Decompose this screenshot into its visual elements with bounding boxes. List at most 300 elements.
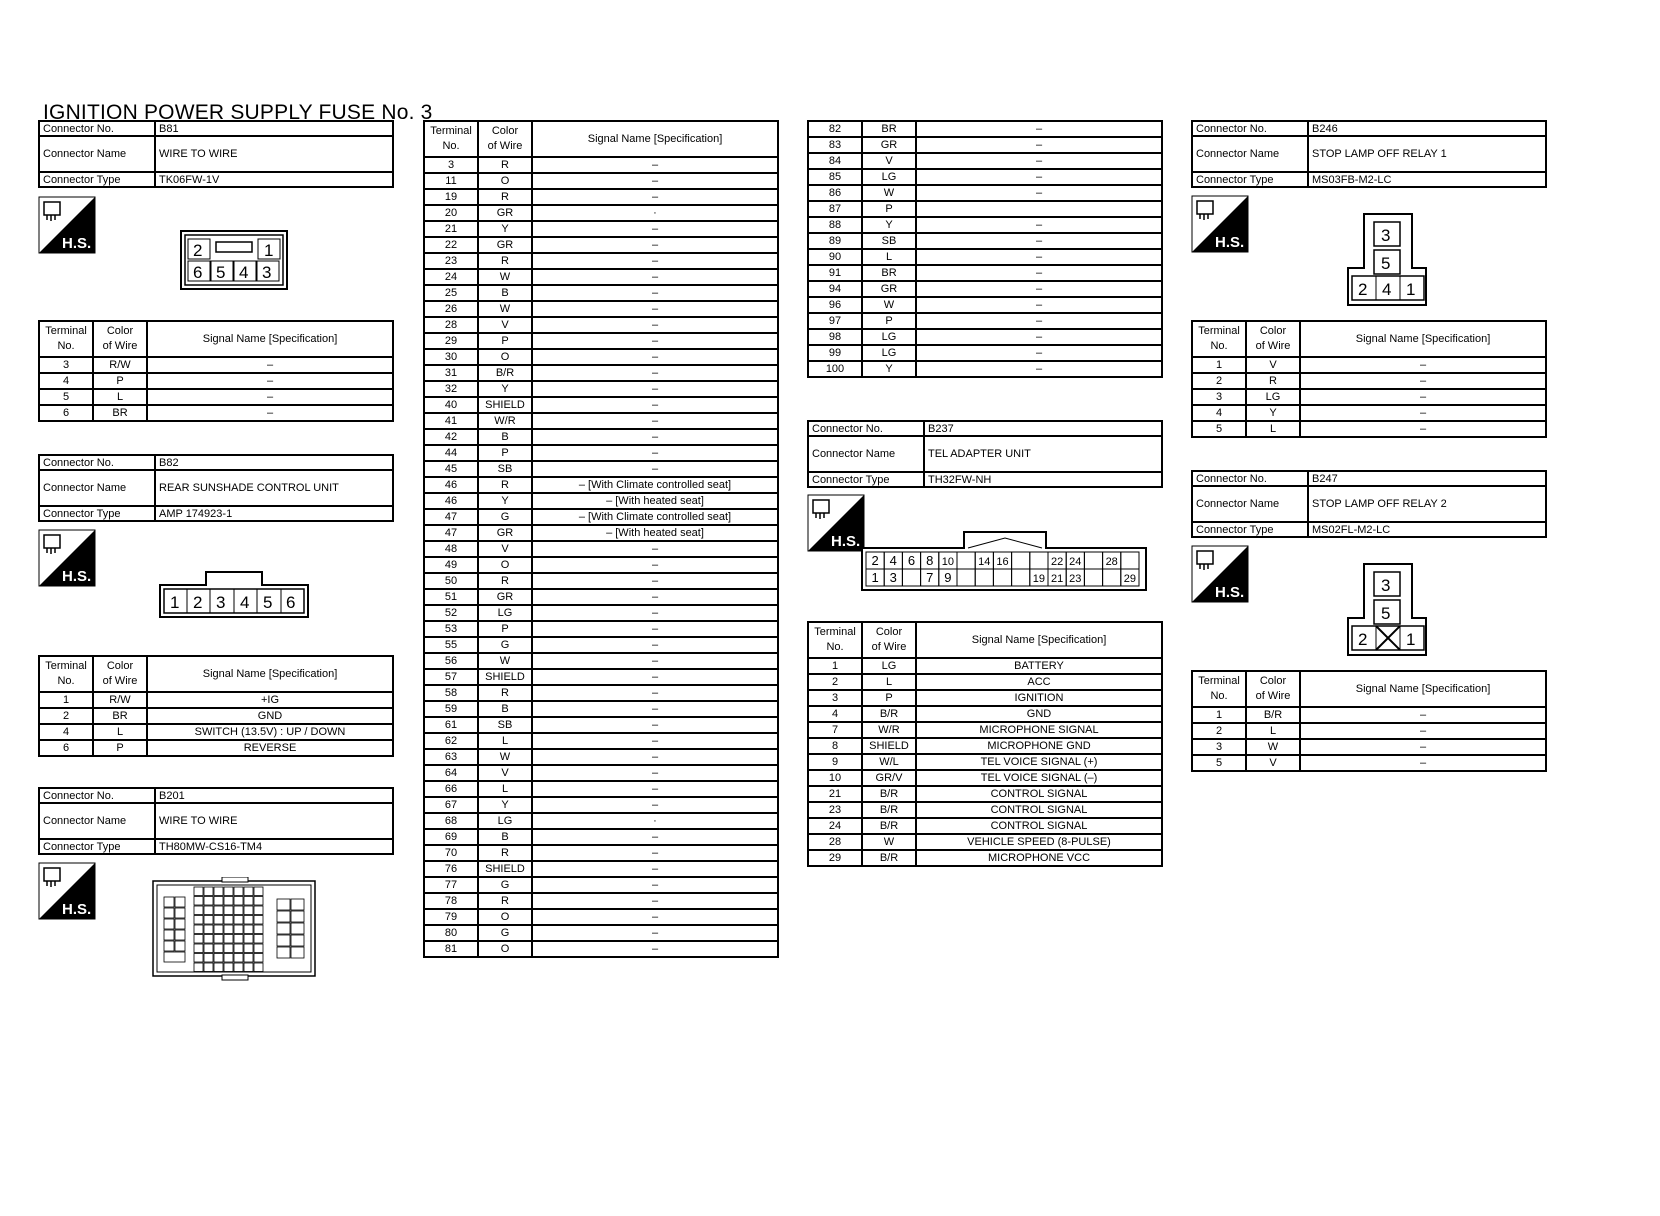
connector-type-value: AMP 174923-1 bbox=[155, 506, 393, 521]
table-row bbox=[424, 605, 778, 621]
wire-color: L bbox=[93, 389, 147, 405]
signal-name: – bbox=[532, 845, 778, 861]
table-header bbox=[808, 622, 1162, 658]
terminal-table-b246 bbox=[1191, 320, 1547, 438]
terminal-no: 48 bbox=[424, 541, 478, 557]
table-row bbox=[808, 770, 1162, 786]
terminal-no: 46 bbox=[424, 493, 478, 509]
table-row bbox=[424, 237, 778, 253]
terminal-no: 99 bbox=[808, 345, 862, 361]
table-row bbox=[1192, 373, 1546, 389]
table-row bbox=[808, 265, 1162, 281]
header-text: No. bbox=[1210, 690, 1228, 702]
signal-name: – bbox=[532, 573, 778, 589]
table-row bbox=[808, 738, 1162, 754]
harness-side-icon bbox=[807, 494, 865, 552]
wire-color: R bbox=[478, 477, 532, 493]
connector-no-label: Connector No. bbox=[39, 455, 155, 470]
connector-info-b82 bbox=[38, 454, 394, 522]
table-row bbox=[1192, 707, 1546, 723]
terminal-no: 53 bbox=[424, 621, 478, 637]
table-row bbox=[1192, 739, 1546, 755]
pin-label: 1 bbox=[170, 593, 180, 612]
terminal-no: 77 bbox=[424, 877, 478, 893]
pin-label: 7 bbox=[926, 570, 934, 585]
terminal-no: 96 bbox=[808, 297, 862, 313]
pin-label: 16 bbox=[996, 556, 1009, 568]
connector-no-label: Connector No. bbox=[39, 121, 155, 136]
terminal-no: 68 bbox=[424, 813, 478, 829]
table-row bbox=[424, 269, 778, 285]
signal-name: – bbox=[916, 281, 1162, 297]
connector-name-value: WIRE TO WIRE bbox=[155, 803, 393, 839]
connector-type-label: Connector Type bbox=[39, 172, 155, 187]
terminal-table-b81 bbox=[38, 320, 394, 422]
wire-color: O bbox=[478, 557, 532, 573]
hs-label: H.S. bbox=[62, 568, 92, 585]
terminal-no: 52 bbox=[424, 605, 478, 621]
terminal-no-header bbox=[39, 321, 93, 357]
pin-label: 4 bbox=[239, 263, 249, 282]
harness-side-icon bbox=[38, 529, 96, 587]
header-text: of Wire bbox=[1255, 340, 1291, 352]
table-row bbox=[424, 509, 778, 525]
table-row bbox=[424, 349, 778, 365]
wire-color: GR bbox=[478, 237, 532, 253]
wire-color: W/L bbox=[862, 754, 916, 770]
wire-color: BR bbox=[862, 121, 916, 137]
header-text: No. bbox=[57, 340, 75, 352]
connector-name-label: Connector Name bbox=[39, 136, 155, 172]
terminal-no: 3 bbox=[1192, 389, 1246, 405]
signal-name: – [With Climate controlled seat] bbox=[532, 477, 778, 493]
wire-color: P bbox=[862, 690, 916, 706]
table-row bbox=[424, 701, 778, 717]
pin-label: 19 bbox=[1032, 573, 1046, 585]
terminal-no: 32 bbox=[424, 381, 478, 397]
terminal-no: 66 bbox=[424, 781, 478, 797]
terminal-no: 50 bbox=[424, 573, 478, 589]
terminal-no: 9 bbox=[808, 754, 862, 770]
connector-type-label: Connector Type bbox=[39, 839, 155, 854]
table-row bbox=[424, 621, 778, 637]
signal-name: – bbox=[532, 893, 778, 909]
header-text: of Wire bbox=[102, 340, 138, 352]
terminal-no: 98 bbox=[808, 329, 862, 345]
table-row bbox=[1192, 723, 1546, 739]
signal-name: – [With Climate controlled seat] bbox=[532, 509, 778, 525]
terminal-no-header bbox=[1192, 321, 1246, 357]
signal-name-header: Signal Name [Specification] bbox=[532, 121, 778, 157]
signal-name: – bbox=[532, 445, 778, 461]
terminal-no: 3 bbox=[39, 357, 93, 373]
table-row bbox=[808, 297, 1162, 313]
header-text: Color bbox=[1259, 675, 1287, 687]
connector-type-value: MS02FL-M2-LC bbox=[1308, 522, 1546, 537]
table-header bbox=[39, 656, 393, 692]
wire-color: B bbox=[478, 701, 532, 717]
signal-name: – bbox=[532, 429, 778, 445]
table-row bbox=[424, 669, 778, 685]
connector-name-value: WIRE TO WIRE bbox=[155, 136, 393, 172]
header-text: No. bbox=[442, 140, 460, 152]
table-row bbox=[808, 674, 1162, 690]
signal-name: MICROPHONE GND bbox=[916, 738, 1162, 754]
pin-label: 2 bbox=[193, 593, 203, 612]
signal-name: – bbox=[147, 373, 393, 389]
connector-no-value: B81 bbox=[155, 121, 393, 136]
table-row bbox=[39, 373, 393, 389]
connector-name-label: Connector Name bbox=[39, 803, 155, 839]
connector-face-b237 bbox=[860, 530, 1148, 597]
table-row bbox=[424, 397, 778, 413]
terminal-no: 30 bbox=[424, 349, 478, 365]
terminal-no: 31 bbox=[424, 365, 478, 381]
pin-label: 3 bbox=[1381, 226, 1391, 245]
terminal-no: 28 bbox=[424, 317, 478, 333]
signal-name: – bbox=[532, 829, 778, 845]
signal-name: – bbox=[532, 637, 778, 653]
connector-type-value: TH32FW-NH bbox=[924, 472, 1162, 487]
connector-info-b246 bbox=[1191, 120, 1547, 188]
wire-color: Y bbox=[478, 381, 532, 397]
connector-no-label: Connector No. bbox=[39, 788, 155, 803]
table-row bbox=[424, 333, 778, 349]
terminal-no: 24 bbox=[424, 269, 478, 285]
signal-name-header: Signal Name [Specification] bbox=[1300, 321, 1546, 357]
pin-label: 28 bbox=[1105, 556, 1118, 568]
signal-name: – bbox=[532, 621, 778, 637]
signal-name: – bbox=[1300, 723, 1546, 739]
terminal-no: 57 bbox=[424, 669, 478, 685]
table-row bbox=[424, 413, 778, 429]
wire-color: L bbox=[862, 674, 916, 690]
terminal-no: 3 bbox=[1192, 739, 1246, 755]
terminal-no: 10 bbox=[808, 770, 862, 786]
table-row bbox=[808, 313, 1162, 329]
pin-label: 1 bbox=[264, 241, 274, 260]
table-row bbox=[424, 301, 778, 317]
table-row bbox=[424, 813, 778, 829]
signal-name: ACC bbox=[916, 674, 1162, 690]
signal-name: – bbox=[916, 329, 1162, 345]
signal-name: – bbox=[532, 925, 778, 941]
connector-info-b247 bbox=[1191, 470, 1547, 538]
terminal-no: 1 bbox=[1192, 707, 1246, 723]
terminal-no: 41 bbox=[424, 413, 478, 429]
terminal-no: 4 bbox=[808, 706, 862, 722]
pin-label: 6 bbox=[193, 263, 203, 282]
terminal-no: 2 bbox=[1192, 723, 1246, 739]
hs-label: H.S. bbox=[1215, 234, 1245, 251]
signal-name: – bbox=[532, 797, 778, 813]
table-row bbox=[808, 121, 1162, 137]
signal-name: – bbox=[147, 405, 393, 421]
signal-name: – bbox=[532, 221, 778, 237]
wire-color: O bbox=[478, 349, 532, 365]
signal-name: – bbox=[1300, 421, 1546, 437]
table-row bbox=[808, 850, 1162, 866]
table-row bbox=[424, 493, 778, 509]
terminal-no: 94 bbox=[808, 281, 862, 297]
connector-face-b201 bbox=[152, 877, 318, 986]
header-text: No. bbox=[57, 675, 75, 687]
signal-name: – bbox=[532, 253, 778, 269]
terminal-no: 85 bbox=[808, 169, 862, 185]
terminal-no: 40 bbox=[424, 397, 478, 413]
header-text: Color bbox=[1259, 325, 1287, 337]
connector-no-value: B201 bbox=[155, 788, 393, 803]
harness-side-icon bbox=[38, 862, 96, 920]
table-row bbox=[424, 845, 778, 861]
signal-name: – bbox=[532, 413, 778, 429]
signal-name-header: Signal Name [Specification] bbox=[1300, 671, 1546, 707]
pin-label: 5 bbox=[1381, 604, 1391, 623]
table-row bbox=[424, 893, 778, 909]
wire-color: P bbox=[93, 740, 147, 756]
signal-name: MICROPHONE VCC bbox=[916, 850, 1162, 866]
signal-name: TEL VOICE SIGNAL (+) bbox=[916, 754, 1162, 770]
signal-name: – bbox=[1300, 373, 1546, 389]
wire-color: Y bbox=[862, 361, 916, 377]
terminal-no: 3 bbox=[424, 157, 478, 173]
wire-color: GR/V bbox=[862, 770, 916, 786]
table-row bbox=[1192, 357, 1546, 373]
signal-name: – bbox=[532, 653, 778, 669]
wire-color: R/W bbox=[93, 357, 147, 373]
terminal-no: 5 bbox=[39, 389, 93, 405]
pin-label: 5 bbox=[216, 263, 226, 282]
table-row bbox=[424, 765, 778, 781]
terminal-no: 29 bbox=[808, 850, 862, 866]
signal-name: – bbox=[532, 269, 778, 285]
terminal-no: 25 bbox=[424, 285, 478, 301]
pin-label: 23 bbox=[1069, 573, 1082, 585]
pin-label: 1 bbox=[1406, 630, 1416, 649]
wire-color: V bbox=[862, 153, 916, 169]
pin-label: 4 bbox=[1382, 280, 1392, 299]
wire-color: L bbox=[478, 781, 532, 797]
terminal-no: 80 bbox=[424, 925, 478, 941]
pin-label: 5 bbox=[1381, 254, 1391, 273]
signal-name: CONTROL SIGNAL bbox=[916, 802, 1162, 818]
connector-face-b81 bbox=[180, 230, 290, 297]
wire-color: GR bbox=[478, 589, 532, 605]
wire-color: P bbox=[478, 621, 532, 637]
terminal-no: 51 bbox=[424, 589, 478, 605]
wire-color: G bbox=[478, 925, 532, 941]
wire-color: P bbox=[862, 201, 916, 217]
table-row bbox=[424, 541, 778, 557]
terminal-no: 19 bbox=[424, 189, 478, 205]
table-row bbox=[424, 189, 778, 205]
signal-name: – bbox=[532, 557, 778, 573]
signal-name: – bbox=[916, 361, 1162, 377]
connector-no-label: Connector No. bbox=[808, 421, 924, 436]
wire-color: B bbox=[478, 285, 532, 301]
terminal-table-b82 bbox=[38, 655, 394, 757]
pin-label: 29 bbox=[1123, 573, 1137, 585]
table-row bbox=[424, 749, 778, 765]
wire-color: V bbox=[478, 541, 532, 557]
terminal-no: 4 bbox=[39, 724, 93, 740]
table-row bbox=[39, 740, 393, 756]
terminal-no: 44 bbox=[424, 445, 478, 461]
table-row bbox=[808, 169, 1162, 185]
table-row bbox=[424, 941, 778, 957]
table-row bbox=[808, 329, 1162, 345]
wire-color: SHIELD bbox=[478, 397, 532, 413]
pin-label: 6 bbox=[286, 593, 296, 612]
terminal-table-b237 bbox=[807, 621, 1163, 867]
terminal-no: 86 bbox=[808, 185, 862, 201]
table-row bbox=[424, 557, 778, 573]
terminal-no: 59 bbox=[424, 701, 478, 717]
terminal-no: 97 bbox=[808, 313, 862, 329]
pin-label: 2 bbox=[1358, 280, 1368, 299]
signal-name: – bbox=[916, 233, 1162, 249]
wire-color: B/R bbox=[862, 802, 916, 818]
terminal-no: 1 bbox=[39, 692, 93, 708]
connector-info-b81 bbox=[38, 120, 394, 188]
pin-label: 1 bbox=[1406, 280, 1416, 299]
terminal-table-b247 bbox=[1191, 670, 1547, 772]
hs-label: H.S. bbox=[831, 533, 861, 550]
connector-name-label: Connector Name bbox=[39, 470, 155, 506]
signal-name: – bbox=[532, 717, 778, 733]
terminal-no: 56 bbox=[424, 653, 478, 669]
table-row bbox=[808, 153, 1162, 169]
signal-name: – bbox=[532, 189, 778, 205]
signal-name: – bbox=[1300, 739, 1546, 755]
wire-color: W bbox=[478, 749, 532, 765]
terminal-table-b201 bbox=[423, 120, 779, 958]
table-row bbox=[424, 461, 778, 477]
color-of-wire-header bbox=[1246, 671, 1300, 707]
signal-name: – bbox=[532, 173, 778, 189]
wire-color: SHIELD bbox=[862, 738, 916, 754]
wire-color: O bbox=[478, 173, 532, 189]
connector-no-label: Connector No. bbox=[1192, 471, 1308, 486]
wire-color: Y bbox=[862, 217, 916, 233]
terminal-no-header bbox=[424, 121, 478, 157]
wire-color: R bbox=[478, 893, 532, 909]
wire-color: L bbox=[862, 249, 916, 265]
terminal-no: 82 bbox=[808, 121, 862, 137]
wire-color: R bbox=[478, 157, 532, 173]
connector-name-label: Connector Name bbox=[808, 436, 924, 472]
wire-color: W bbox=[862, 834, 916, 850]
table-row bbox=[808, 201, 1162, 217]
table-row bbox=[424, 221, 778, 237]
wire-color: B/R bbox=[862, 850, 916, 866]
table-row bbox=[39, 389, 393, 405]
wire-color: BR bbox=[93, 708, 147, 724]
signal-name: – bbox=[1300, 389, 1546, 405]
wire-color: P bbox=[862, 313, 916, 329]
signal-name: – bbox=[147, 389, 393, 405]
wire-color: L bbox=[1246, 723, 1300, 739]
header-text: Color bbox=[875, 626, 903, 638]
wire-color: G bbox=[478, 509, 532, 525]
signal-name: – bbox=[1300, 707, 1546, 723]
table-row bbox=[1192, 421, 1546, 437]
wire-color: R bbox=[1246, 373, 1300, 389]
connector-type-value: TK06FW-1V bbox=[155, 172, 393, 187]
header-text: Color bbox=[106, 660, 134, 672]
terminal-no: 22 bbox=[424, 237, 478, 253]
terminal-no: 21 bbox=[424, 221, 478, 237]
signal-name: · bbox=[532, 813, 778, 829]
pin-label: 21 bbox=[1050, 573, 1064, 585]
table-row bbox=[424, 717, 778, 733]
connector-info-b237 bbox=[807, 420, 1163, 488]
signal-name: – bbox=[532, 541, 778, 557]
pin-label: 2 bbox=[871, 553, 879, 568]
signal-name: · bbox=[532, 205, 778, 221]
table-row bbox=[808, 361, 1162, 377]
terminal-no: 8 bbox=[808, 738, 862, 754]
signal-name: – bbox=[532, 589, 778, 605]
table-row bbox=[424, 381, 778, 397]
header-text: Terminal bbox=[430, 125, 472, 137]
terminal-no: 29 bbox=[424, 333, 478, 349]
connector-name-label: Connector Name bbox=[1192, 486, 1308, 522]
signal-name: – bbox=[532, 861, 778, 877]
table-row bbox=[39, 357, 393, 373]
header-text: Terminal bbox=[1198, 325, 1240, 337]
wire-color: GR bbox=[478, 525, 532, 541]
terminal-no: 55 bbox=[424, 637, 478, 653]
signal-name: – bbox=[532, 461, 778, 477]
signal-name: – bbox=[1300, 357, 1546, 373]
connector-face-b246 bbox=[1346, 212, 1430, 313]
terminal-no: 42 bbox=[424, 429, 478, 445]
signal-name: – bbox=[532, 237, 778, 253]
table-row bbox=[424, 925, 778, 941]
terminal-no: 69 bbox=[424, 829, 478, 845]
terminal-no-header bbox=[1192, 671, 1246, 707]
table-row bbox=[424, 173, 778, 189]
signal-name: – bbox=[532, 333, 778, 349]
header-text: Terminal bbox=[45, 660, 87, 672]
wire-color: Y bbox=[478, 797, 532, 813]
terminal-no: 62 bbox=[424, 733, 478, 749]
terminal-no: 100 bbox=[808, 361, 862, 377]
wire-color: L bbox=[93, 724, 147, 740]
pin-label: 4 bbox=[240, 593, 250, 612]
signal-name: – bbox=[916, 121, 1162, 137]
signal-name: – bbox=[532, 669, 778, 685]
signal-name: CONTROL SIGNAL bbox=[916, 818, 1162, 834]
signal-name: – bbox=[532, 685, 778, 701]
signal-name: – bbox=[916, 185, 1162, 201]
signal-name: GND bbox=[147, 708, 393, 724]
wire-color: G bbox=[478, 877, 532, 893]
header-text: of Wire bbox=[487, 140, 523, 152]
connector-type-label: Connector Type bbox=[1192, 172, 1308, 187]
terminal-no-header bbox=[39, 656, 93, 692]
header-text: of Wire bbox=[102, 675, 138, 687]
wire-color: B/R bbox=[1246, 707, 1300, 723]
table-row bbox=[424, 445, 778, 461]
wire-color: W/R bbox=[862, 722, 916, 738]
wire-color: SB bbox=[478, 461, 532, 477]
signal-name: – bbox=[532, 749, 778, 765]
table-row bbox=[808, 834, 1162, 850]
connector-name-label: Connector Name bbox=[1192, 136, 1308, 172]
signal-name: – bbox=[532, 317, 778, 333]
